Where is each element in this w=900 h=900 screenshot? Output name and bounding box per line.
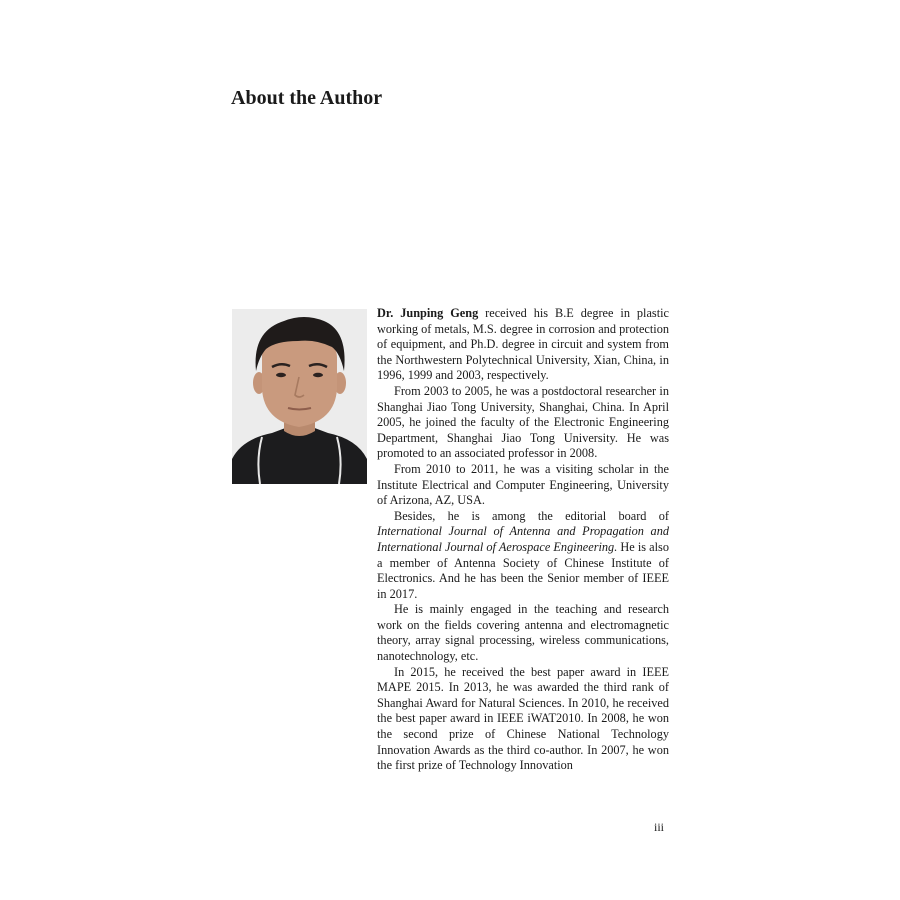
author-name: Dr. Junping Geng	[377, 306, 479, 320]
bio-paragraph-3: From 2010 to 2011, he was a visiting scholar in the Institute Electrical and Computer Engineering, University of Arizona, AZ, USA.	[377, 461, 669, 508]
bio-paragraph-5: He is mainly engaged in the teaching and research work on the fields covering antenna and electromagnetic theory, array signal processing, wireless communications, nanotechnology, etc.	[377, 602, 669, 664]
bio-paragraph-1-text: received his B.E degree in plastic working of metals, M.S. degree in corrosion and protection of equipment, and Ph.D. degree in circuit and system from the Northwestern Polytechnical University, Xian, China, in 1996, 1999 and 2003, respectively.	[377, 306, 669, 383]
bio-paragraph-6: In 2015, he received the best paper award in IEEE MAPE 2015. In 2013, he was awarded the third rank of Shanghai Award for Natural Sciences. In 2010, he received the best paper award in IEEE iWAT2010. In 2008, he won the second prize of Chinese National Technology Innovation Awards as the third co-author. In 2007, he won the first prize of Technology Innovation	[377, 664, 669, 773]
eye-right	[313, 373, 323, 377]
page-title: About the Author	[231, 87, 383, 109]
page-number: iii	[654, 820, 665, 834]
bio-paragraph-1	[377, 306, 669, 384]
bio-paragraph-4-end: He is also a member of Antenna Society of Chinese Institute of Electronics. And he has been the Senior member of IEEE in 2017.	[377, 539, 669, 601]
eye-left	[276, 373, 286, 377]
bio-paragraph-4-start: Besides, he is among the editorial board of	[394, 508, 669, 523]
bio-paragraph-4	[377, 509, 669, 603]
journal-names: International Journal of Antenna and Propagation and International Journal of Aerospace Engineering.	[377, 524, 669, 554]
bio-paragraph-2: From 2003 to 2005, he was a postdoctoral researcher in Shanghai Jiao Tong University, Shanghai, China. In April 2005, he joined the faculty of the Electronic Engineering Department, Shanghai Jiao Tong University. He was promoted to an associated professor in 2008.	[377, 383, 669, 461]
author-photo	[232, 309, 367, 484]
author-portrait-illustration	[232, 309, 367, 484]
face-shape	[262, 333, 337, 427]
author-biography	[377, 306, 669, 774]
